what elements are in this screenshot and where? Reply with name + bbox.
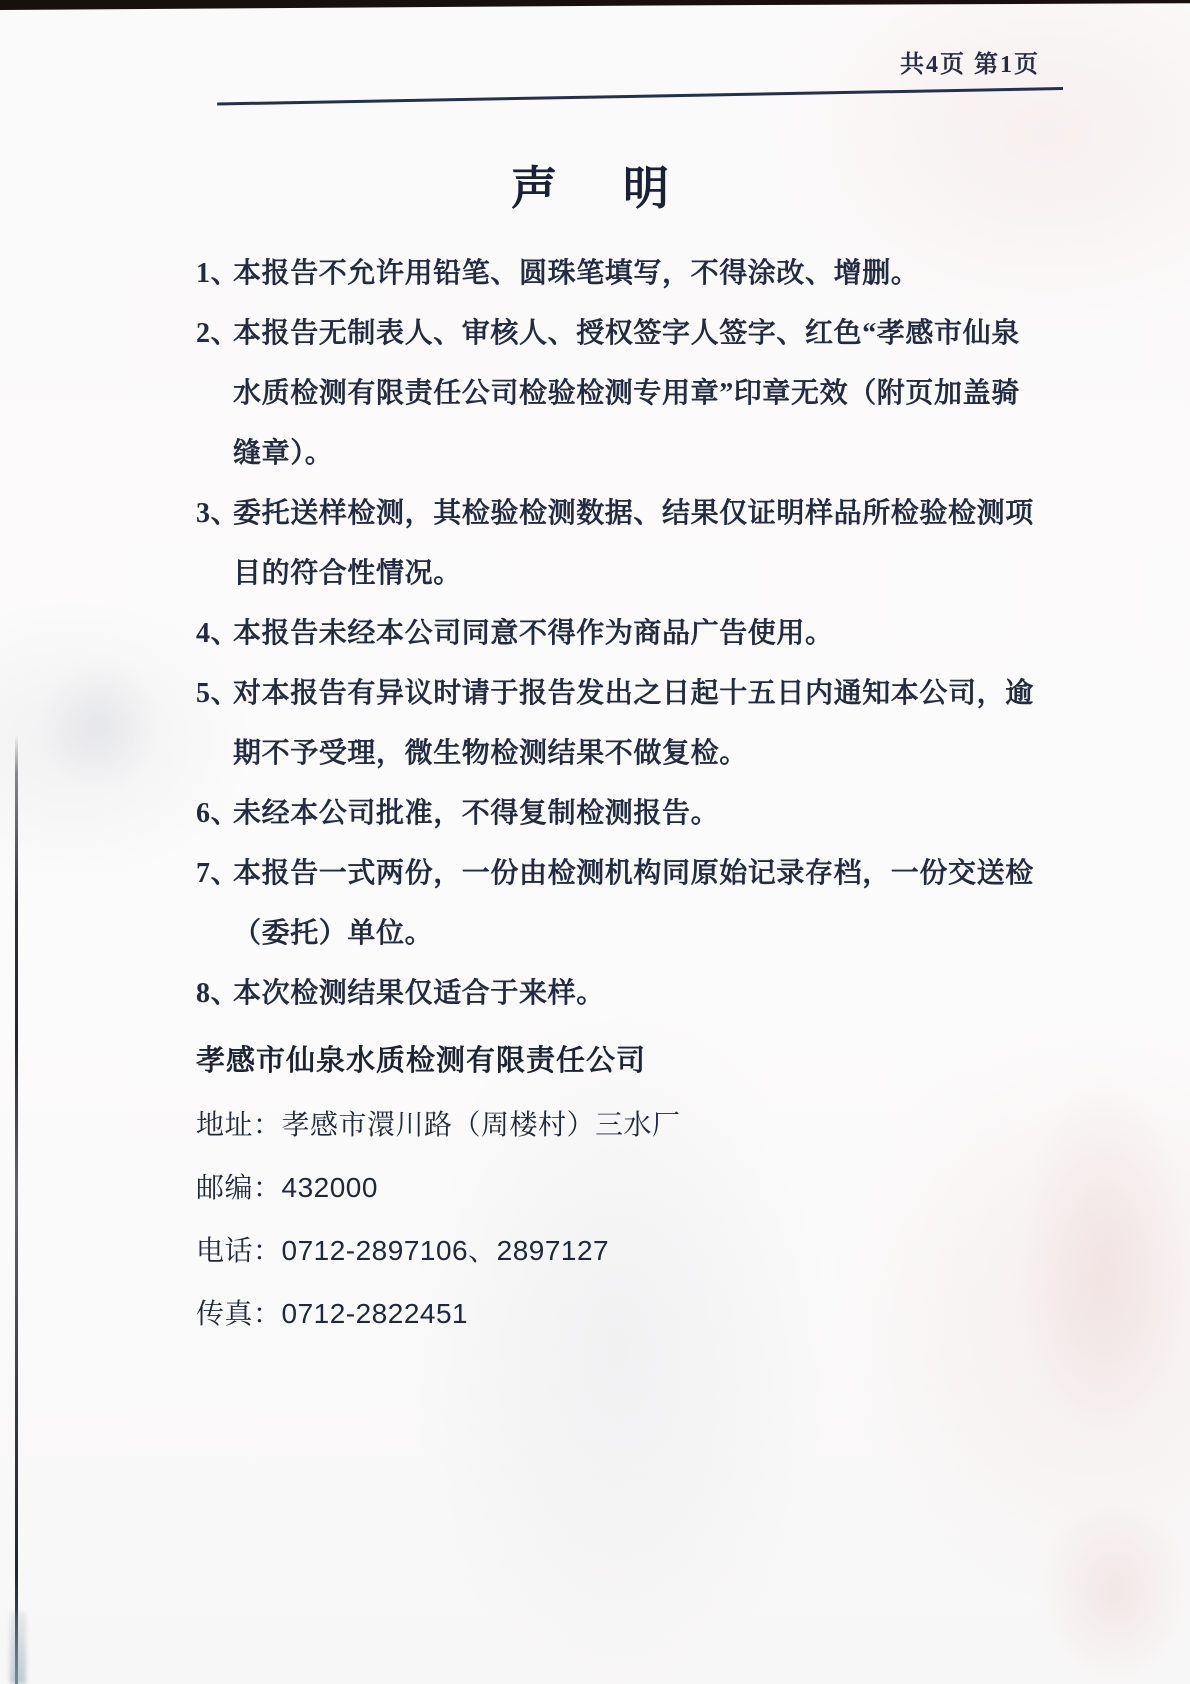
item-number: 8、 — [196, 978, 240, 1009]
declaration-list — [196, 244, 1036, 1024]
item-lines — [233, 784, 1036, 844]
item-line: 本报告未经本公司同意不得作为商品广告使用。 — [233, 618, 834, 649]
company-address: 地址：孝感市澴川路（周楼村）三水厂 — [196, 1109, 681, 1140]
item-number: 6、 — [196, 798, 240, 829]
item-line: 本报告无制表人、审核人、授权签字人签字、红色“孝感市仙泉 — [233, 318, 1020, 349]
item-number: 2、 — [196, 318, 240, 349]
scan-edge-top — [0, 0, 1190, 10]
item-number: 7、 — [196, 858, 240, 889]
company-postcode: 邮编：432000 — [196, 1172, 378, 1203]
item-line: 本报告一式两份，一份由检测机构同原始记录存档，一份交送检 — [233, 858, 1034, 889]
item-lines — [233, 604, 1036, 664]
item-line: 未经本公司批准，不得复制检测报告。 — [233, 798, 720, 829]
item-lines — [233, 844, 1036, 964]
scan-artifact — [1020, 1080, 1190, 1440]
declaration-item — [196, 784, 1036, 844]
item-line: （委托）单位。 — [233, 918, 434, 949]
item-line: 本次检测结果仅适合于来样。 — [233, 978, 605, 1009]
item-lines — [233, 304, 1036, 484]
declaration-item — [196, 964, 1036, 1024]
declaration-item — [196, 244, 1036, 304]
item-line: 委托送样检测，其检验检测数据、结果仅证明样品所检验检测项 — [233, 498, 1034, 529]
item-number: 4、 — [196, 618, 240, 649]
company-contact-block — [196, 1030, 956, 1345]
company-name: 孝感市仙泉水质检测有限责任公司 — [196, 1045, 647, 1077]
item-line: 期不予受理，微生物检测结果不做复检。 — [233, 738, 748, 769]
item-number: 1、 — [196, 258, 240, 289]
scan-artifact — [40, 660, 160, 790]
item-lines — [233, 484, 1036, 604]
scan-artifact — [1040, 1500, 1190, 1684]
item-lines — [233, 964, 1036, 1024]
declaration-item — [196, 484, 1036, 604]
item-line: 本报告不允许用铅笔、圆珠笔填写，不得涂改、增删。 — [233, 258, 920, 289]
company-phone: 电话：0712-2897106、2897127 — [196, 1235, 610, 1266]
item-number: 5、 — [196, 678, 240, 709]
item-line: 对本报告有异议时请于报告发出之日起十五日内通知本公司，逾 — [233, 678, 1034, 709]
item-line: 水质检测有限责任公司检验检测专用章”印章无效（附页加盖骑 — [233, 378, 1020, 409]
item-lines — [233, 664, 1036, 784]
declaration-item — [196, 664, 1036, 784]
declaration-item — [196, 844, 1036, 964]
item-number: 3、 — [196, 498, 240, 529]
declaration-item — [196, 304, 1036, 484]
item-line: 缝章）。 — [233, 438, 334, 469]
item-lines — [233, 244, 1036, 304]
page-title: 声 明 — [511, 163, 679, 214]
declaration-item — [196, 604, 1036, 664]
item-line: 目的符合性情况。 — [233, 558, 462, 589]
scan-edge-left — [15, 735, 18, 1684]
page-number-info: 共4页 第1页 — [900, 52, 1040, 78]
scan-smudge-bottom-left — [10, 1612, 26, 1684]
header-rule — [217, 87, 1063, 106]
company-fax: 传真：0712-2822451 — [196, 1298, 469, 1329]
